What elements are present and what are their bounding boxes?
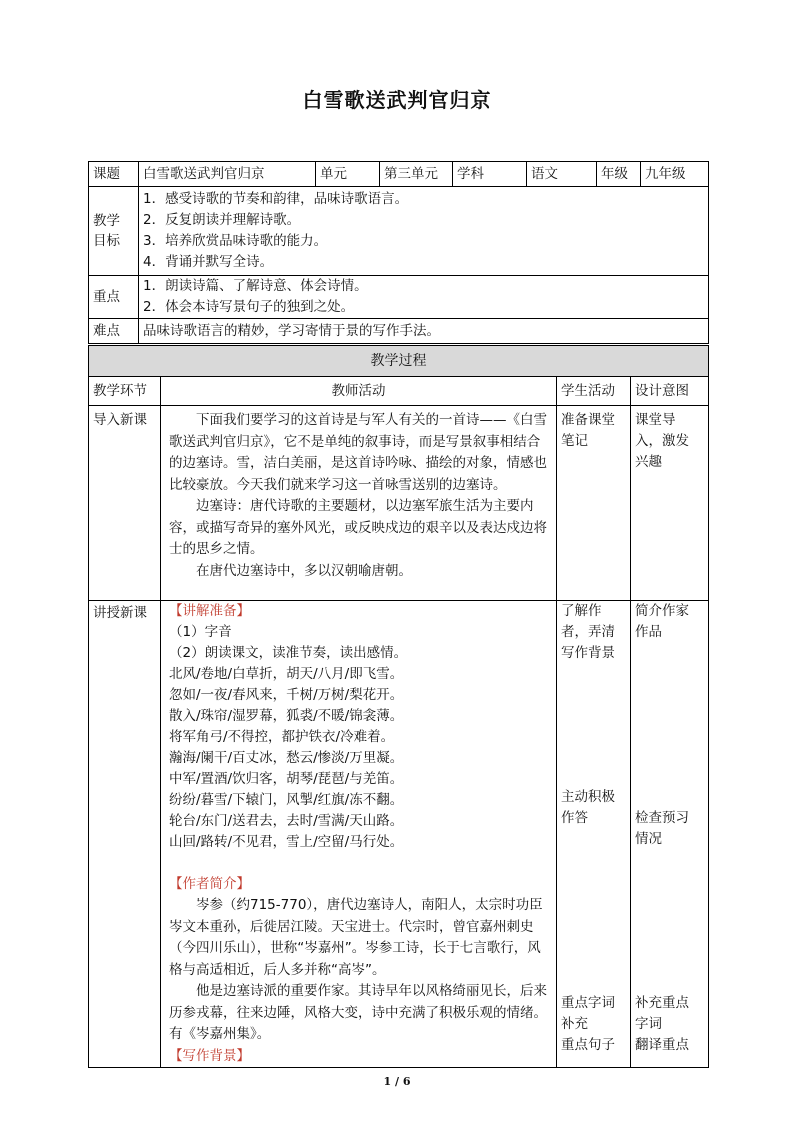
goal-item: 4．背诵并默写全诗。 — [143, 254, 274, 270]
goals-label-line: 目标 — [93, 233, 120, 249]
goal-item: 1．感受诗歌的节奏和韵律，品味诗歌语言。 — [143, 191, 409, 207]
intro-design-line: 入，激发 — [635, 433, 689, 449]
process-header-row — [89, 377, 709, 406]
key-item: 1．朗读诗篇、了解诗意、体会诗情。 — [143, 278, 368, 294]
difficulty-content: 品味诗歌语言的精妙，学习寄情于景的写作手法。 — [139, 319, 709, 344]
design-block-a — [635, 601, 704, 643]
key-item: 2．体会本诗写景句子的独到之处。 — [143, 299, 355, 315]
intro-row — [89, 406, 709, 601]
goals-label — [89, 187, 139, 276]
intro-student-line: 准备课堂 — [561, 412, 615, 428]
subject-value: 语文 — [527, 162, 597, 187]
key-content — [139, 276, 709, 319]
goals-row — [89, 187, 709, 276]
design-line: 简介作家 — [635, 603, 689, 619]
author-paragraph: 他是边塞诗派的重要作家。其诗早年以风格绮丽见长，后来历参戎幕，往来边陲，风格大变，诗中充满了积极乐观的情绪。有《岑嘉州集》。 — [169, 983, 547, 1042]
poem-line: 轮台/东门/送君去，去时/雪满/天山路。 — [169, 813, 404, 829]
goals-content — [139, 187, 709, 276]
poem-line: 瀚海/阑干/百丈冰，愁云/惨淡/万里凝。 — [169, 750, 404, 766]
background-heading: 【写作背景】 — [169, 1047, 250, 1064]
student-block-c — [561, 993, 615, 1056]
grade-value: 九年级 — [641, 162, 709, 187]
header-student: 学生活动 — [557, 377, 631, 406]
design-block-c — [635, 993, 689, 1056]
design-line: 情况 — [635, 831, 662, 847]
design-line: 字词 — [635, 1016, 662, 1032]
student-line: 者，弄清 — [561, 624, 615, 640]
prep-heading: 【讲解准备】 — [169, 603, 250, 619]
student-line: 了解作 — [561, 603, 602, 619]
intro-student-line: 笔记 — [561, 433, 588, 449]
prep-item: （2）朗读课文，读准节奏，读出感情。 — [169, 645, 408, 661]
poem-line: 中军/置酒/饮归客，胡琴/琵琶/与羌笛。 — [169, 771, 404, 787]
grade-label: 年级 — [597, 162, 641, 187]
intro-paragraph: 在唐代边塞诗中，多以汉朝喻唐朝。 — [196, 562, 412, 579]
page-number: 1 / 6 — [383, 1075, 411, 1088]
difficulty-row — [89, 319, 709, 344]
page-title: 白雪歌送武判官归京 — [302, 88, 492, 112]
topic-label: 课题 — [89, 162, 139, 187]
student-line: 作答 — [561, 810, 588, 826]
poem-line: 北风/卷地/白草折，胡天/八月/即飞雪。 — [169, 666, 404, 682]
topic-value: 白雪歌送武判官归京 — [139, 162, 316, 187]
goal-item: 3．培养欣赏品味诗歌的能力。 — [143, 233, 328, 249]
goal-item: 2．反复朗读并理解诗歌。 — [143, 212, 301, 228]
poem-line: 将军角弓/不得控，都护铁衣/冷难着。 — [169, 729, 395, 745]
author-heading: 【作者简介】 — [169, 876, 250, 892]
poem-line: 散入/珠帘/湿罗幕，狐裘/不暖/锦衾薄。 — [169, 708, 404, 724]
intro-paragraph: 边塞诗：唐代诗歌的主要题材，以边塞军旅生活为主要内容，或描写奇异的塞外风光，或反映戍边的艰辛以及表达戍边将士的思乡之情。 — [169, 498, 547, 557]
intro-design-line: 兴趣 — [635, 454, 662, 470]
difficulty-label: 难点 — [89, 319, 139, 344]
poem-line: 忽如/一夜/春风来，千树/万树/梨花开。 — [169, 687, 404, 703]
unit-label: 单元 — [316, 162, 380, 187]
lecture-row — [89, 601, 709, 1068]
student-line: 重点句子 — [561, 1037, 615, 1053]
header-teacher: 教师活动 — [161, 377, 557, 406]
info-table — [88, 161, 709, 344]
process-banner: 教学过程 — [89, 346, 709, 377]
author-paragraph: 岑参（约715-770），唐代边塞诗人，南阳人，太宗时功臣岑文本重孙，后徙居江陵。天宝进士。代宗时，曾官嘉州刺史（今四川乐山），世称“岑嘉州”。岑参工诗，长于七言歌行，风格与高适相近，后人多并称“高岑”。 — [169, 897, 543, 978]
poem-line: 纷纷/暮雪/下辕门，风掣/红旗/冻不翻。 — [169, 792, 404, 808]
lecture-teacher — [161, 601, 557, 1068]
prep-item: （1）字音 — [169, 624, 232, 640]
design-line: 补充重点 — [635, 995, 689, 1011]
intro-student — [557, 406, 631, 601]
student-line: 重点字词 — [561, 995, 615, 1011]
intro-stage: 导入新课 — [89, 406, 161, 601]
subject-label: 学科 — [453, 162, 527, 187]
unit-value: 第三单元 — [380, 162, 453, 187]
header-design: 设计意图 — [631, 377, 709, 406]
topic-row — [89, 162, 709, 187]
student-block-a — [561, 601, 626, 664]
design-line: 检查预习 — [635, 810, 689, 826]
key-row — [89, 276, 709, 319]
header-stage: 教学环节 — [89, 377, 161, 406]
design-line: 作品 — [635, 624, 662, 640]
student-line: 写作背景 — [561, 645, 615, 661]
student-line: 主动积极 — [561, 789, 615, 805]
lecture-stage: 讲授新课 — [89, 601, 161, 1068]
process-banner-row — [89, 346, 709, 377]
design-block-b — [635, 808, 689, 850]
lecture-design — [631, 601, 709, 1068]
intro-design-line: 课堂导 — [635, 412, 676, 428]
design-line: 翻译重点 — [635, 1037, 689, 1053]
student-line: 补充 — [561, 1016, 588, 1032]
poem-line: 山回/路转/不见君，雪上/空留/马行处。 — [169, 834, 404, 850]
student-block-b — [561, 787, 615, 829]
lecture-student — [557, 601, 631, 1068]
process-table — [88, 345, 709, 1068]
goals-label-line: 教学 — [93, 213, 120, 229]
intro-paragraph: 下面我们要学习的这首诗是与军人有关的一首诗——《白雪歌送武判官归京》，它不是单纯的叙事诗，而是写景叙事相结合的边塞诗。雪，洁白美丽，是这首诗吟咏、描绘的对象，情感也比较豪放。今天我们就来学习这一首咏雪送别的边塞诗。 — [169, 412, 547, 493]
intro-design — [631, 406, 709, 601]
intro-teacher — [161, 406, 557, 601]
key-label: 重点 — [89, 276, 139, 319]
